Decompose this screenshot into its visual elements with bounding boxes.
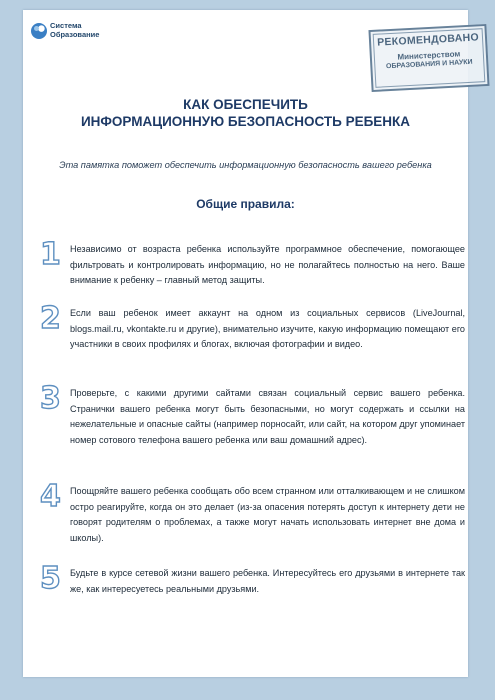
page-subtitle: Эта памятка поможет обеспечить информационную безопасность вашего ребенка	[59, 160, 432, 170]
rule-number-3: 3	[40, 381, 61, 416]
rule-item-4	[40, 479, 465, 546]
stamp-line-3: ОБРАЗОВАНИЯ И НАУКИ	[385, 58, 473, 71]
rule-item-3	[40, 381, 465, 448]
recommended-stamp	[368, 24, 489, 92]
logo-line-2: Образование	[50, 29, 100, 39]
rule-number-5: 5	[40, 561, 61, 596]
rule-item-1	[40, 237, 465, 289]
rule-number-4: 4	[40, 479, 61, 514]
page-title	[23, 96, 468, 130]
section-heading: Общие правила:	[196, 197, 295, 211]
stamp-line-2: Министерством	[397, 49, 461, 62]
rule-number-1: 1	[40, 237, 61, 272]
logo	[31, 22, 99, 39]
rule-text-4: Поощряйте вашего ребенка сообщать обо всем странном или отталкивающем и не слишком остро реагируйте, когда он это делает (из-за опасения потерять доступ к интернету дети не говорят родителям о проблемах, а также могут начать использовать интернет вне дома и школы).	[70, 486, 465, 543]
rule-text-5: Будьте в курсе сетевой жизни вашего ребенка. Интересуйтесь его друзьями в интернете так же, как интересуетесь реальными друзьями.	[70, 568, 465, 594]
document-page	[23, 10, 480, 677]
rule-item-5	[40, 561, 465, 597]
logo-text	[50, 22, 99, 39]
rule-text-1: Независимо от возраста ребенка используйте программное обеспечение, помогающее фильтровать и контролировать информацию, но не полагайтесь полностью на него. Ваше внимание к ребенку – главный метод защиты.	[70, 244, 465, 286]
title-line-2: ИНФОРМАЦИОННУЮ БЕЗОПАСНОСТЬ РЕБЕНКА	[80, 114, 411, 129]
stamp-line-1: РЕКОМЕНДОВАНО	[376, 31, 480, 49]
logo-icon	[31, 23, 47, 39]
rule-item-2	[40, 301, 465, 353]
rule-text-2: Если ваш ребенок имеет аккаунт на одном из социальных сервисов (LiveJournal, blogs.mail.ru, vkontakte.ru и другие), внимательно изучите, какую информацию помещают его участники в своих профилях и блогах, включая фотографии и видео.	[70, 308, 465, 350]
rule-text-3: Проверьте, с какими другими сайтами связан социальный сервис вашего ребенка. Странички вашего ребенка могут быть безопасными, но могут содержать и ссылки на нежелательные и опасные сайты (например порносайт, или сайт, на котором друг упоминает номер сотового телефона вашего ребенка или ваш домашний адрес).	[70, 388, 465, 445]
logo-line-1: Система	[50, 21, 82, 30]
title-line-1: КАК ОБЕСПЕЧИТЬ	[183, 97, 308, 112]
rule-number-2: 2	[40, 301, 61, 336]
